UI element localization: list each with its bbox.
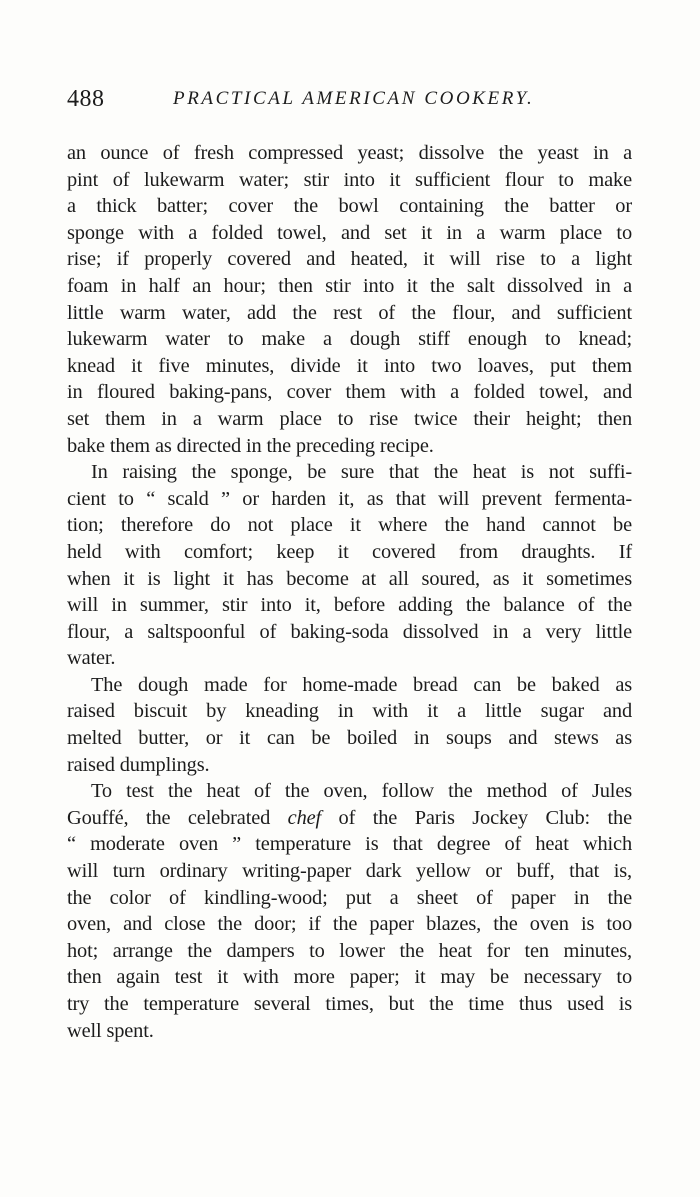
page-header [67,86,637,122]
text-line: The dough made for home-made bread can be baked as [91,673,632,696]
text-line: lukewarm water to make a dough stiff enough to knead; [67,328,632,351]
running-title: PRACTICAL AMERICAN COOKERY. [173,88,535,109]
text-line: tion; therefore do not place it where the hand cannot be [67,514,632,537]
text-line: in floured baking-pans, cover them with a folded towel, and [67,381,632,404]
italic-word: chef [287,806,322,829]
text-line: pint of lukewarm water; stir into it sufficient flour to make [67,168,632,191]
body-text [67,140,632,1044]
text-line: try the temperature several times, but the time thus used is [67,993,632,1015]
text-line: melted butter, or it can be boiled in soups and stews as [67,727,632,750]
text-line: raised biscuit by kneading in with it a little sugar and [67,700,632,723]
text-line: raised dumplings. [67,753,210,776]
text-line: little warm water, add the rest of the flour, and sufficient [67,301,632,324]
text-line: foam in half an hour; then stir into it the salt dissolved in a [67,274,632,297]
text-line: set them in a warm place to rise twice their height; then [67,407,632,430]
text-line: “ moderate oven ” temperature is that degree of heat which [67,833,632,856]
page-number: 488 [67,86,105,112]
text-line: flour, a saltspoonful of baking-soda dissolved in a very little [67,620,632,643]
text-line: then again test it with more paper; it may be necessary to [67,966,632,989]
text-line: the color of kindling-wood; put a sheet of paper in the [67,886,632,909]
paragraph-3 [67,672,632,778]
text-run: of the Paris Jockey Club: the [321,806,632,829]
text-run: Gouffé, the celebrated [67,806,288,829]
text-line: will in summer, stir into it, before adding the balance of the [67,594,632,617]
text-line: oven, and close the door; if the paper blazes, the oven is too [67,913,632,936]
text-line: In raising the sponge, be sure that the heat is not suffi- [91,461,632,484]
text-line: bake them as directed in the preceding recipe. [67,434,434,457]
text-line: well spent. [67,1019,154,1042]
text-line: knead it five minutes, divide it into two loaves, put them [67,354,632,377]
paragraph-4 [67,778,632,1044]
text-line: hot; arrange the dampers to lower the heat for ten minutes, [67,939,632,962]
text-line: when it is light it has become at all soured, as it sometimes [67,567,632,590]
text-line: rise; if properly covered and heated, it will rise to a light [67,248,632,271]
text-line: held with comfort; keep it covered from draughts. If [67,540,632,563]
paragraph-2 [67,459,632,672]
text-line: sponge with a folded towel, and set it in a warm place to [67,221,632,244]
text-line: will turn ordinary writing-paper dark yellow or buff, that is, [67,860,632,883]
text-line: To test the heat of the oven, follow the method of Jules [91,780,632,803]
text-line: a thick batter; cover the bowl containing the batter or [67,195,632,218]
paragraph-1 [67,140,632,459]
text-line: cient to “ scald ” or harden it, as that will prevent fermenta- [67,487,632,510]
text-line [67,805,632,832]
text-line: water. [67,647,116,670]
text-line: an ounce of fresh compressed yeast; dissolve the yeast in a [67,142,632,164]
